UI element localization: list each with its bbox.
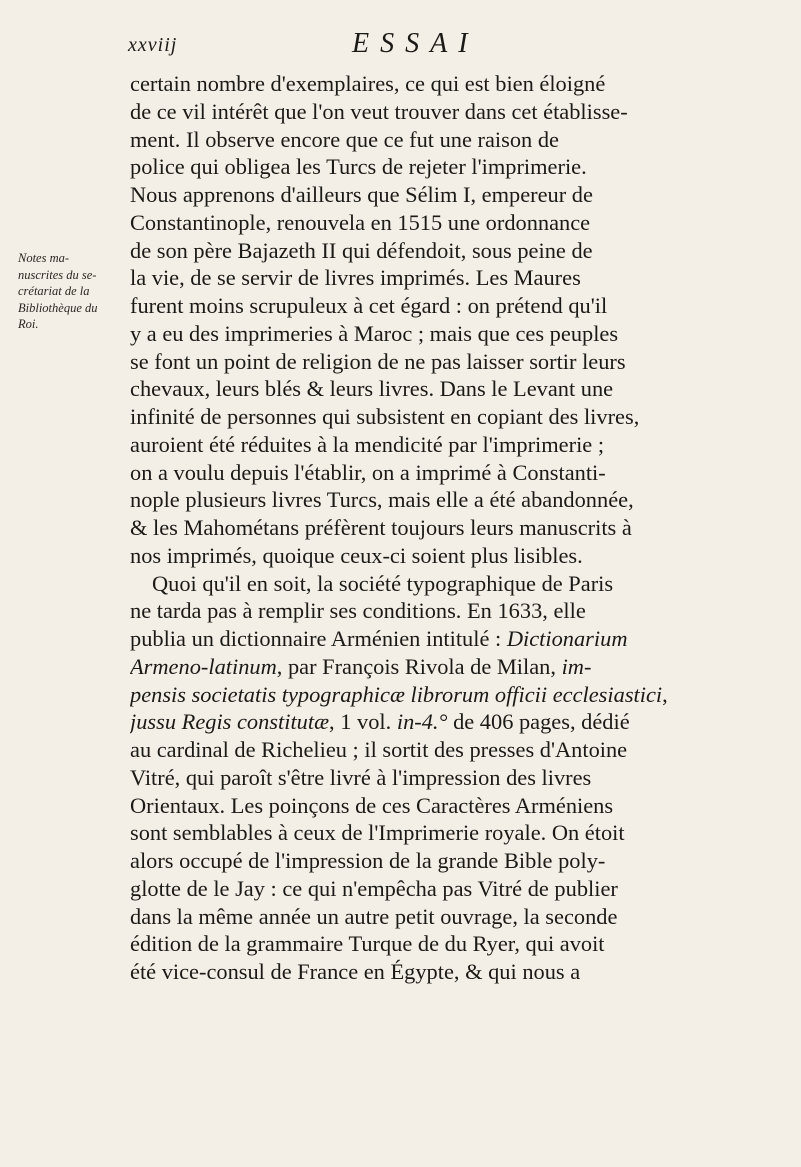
italic-title: Armeno-latinum bbox=[130, 653, 277, 679]
italic-run: im- bbox=[561, 653, 592, 679]
text-line bbox=[130, 681, 740, 709]
text-line bbox=[130, 625, 740, 653]
text-line: été vice-consul de France en Égypte, & qui nous a bbox=[130, 959, 581, 984]
text-line: Nous apprenons d'ailleurs que Sélim I, empereur de bbox=[130, 182, 593, 207]
text-line: Orientaux. Les poinçons de ces Caractères Arméniens bbox=[130, 792, 614, 818]
italic-run: in-4.° bbox=[396, 709, 448, 735]
text-line: de ce vil intérêt que l'on veut trouver dans cet établisse- bbox=[130, 98, 628, 124]
folio-number: xxviij bbox=[128, 34, 178, 56]
text-run: de 406 pages, dédié bbox=[447, 709, 630, 735]
running-title: ESSAI bbox=[352, 28, 479, 59]
italic-run: pensis societatis typographicæ librorum officii ecclesiastici bbox=[130, 681, 663, 707]
text-line: édition de la grammaire Turque de du Ryer, qui avoit bbox=[130, 931, 605, 957]
text-line: y a eu des imprimeries à Maroc ; mais que ces peuples bbox=[130, 320, 619, 346]
text-line: auroient été réduites à la mendicité par l'imprimerie ; bbox=[130, 431, 605, 457]
text-line: la vie, de se servir de livres imprimés. Les Maures bbox=[130, 265, 581, 291]
margin-note-line: crétariat de la bbox=[18, 284, 90, 298]
text-run: , bbox=[662, 681, 668, 707]
margin-note bbox=[18, 250, 118, 333]
body-text bbox=[130, 70, 740, 986]
text-run: , 1 vol. bbox=[329, 709, 397, 735]
text-line: Quoi qu'il en soit, la société typographique de Paris bbox=[152, 570, 614, 596]
text-line: au cardinal de Richelieu ; il sortit des presses d'Antoine bbox=[130, 737, 628, 762]
text-line: police qui obligea les Turcs de rejeter l'imprimerie. bbox=[130, 154, 587, 180]
text-line: sont semblables à ceux de l'Imprimerie royale. On étoit bbox=[130, 820, 625, 846]
text-run: , par François Rivola de Milan, bbox=[276, 653, 562, 679]
text-line: de son père Bajazeth II qui défendoit, sous peine de bbox=[130, 237, 593, 263]
text-line: se font un point de religion de ne pas laisser sortir leurs bbox=[130, 348, 626, 374]
text-line: infinité de personnes qui subsistent en copiant des livres, bbox=[130, 404, 640, 429]
text-line bbox=[130, 708, 740, 736]
text-line: furent moins scrupuleux à cet égard : on prétend qu'il bbox=[130, 293, 608, 318]
margin-note-line: nuscrites du se- bbox=[18, 267, 97, 282]
margin-note-line: Roi. bbox=[18, 317, 39, 331]
margin-note-line: Notes ma- bbox=[18, 251, 70, 265]
italic-run: jussu Regis constitutæ bbox=[130, 709, 330, 735]
text-line: ment. Il observe encore que ce fut une raison de bbox=[130, 126, 559, 152]
text-line: Vitré, qui paroît s'être livré à l'impression des livres bbox=[130, 764, 592, 790]
text-line: & les Mahométans préfèrent toujours leurs manuscrits à bbox=[130, 515, 632, 540]
italic-title: Dictionarium bbox=[506, 626, 628, 651]
text-line: on a voulu depuis l'établir, on a imprimé à Constanti- bbox=[130, 459, 606, 485]
text-line bbox=[130, 653, 740, 681]
text-line: dans la même année un autre petit ouvrage, la seconde bbox=[130, 903, 618, 929]
margin-note-line: Bibliothèque du bbox=[18, 300, 98, 315]
text-run: publia un dictionnaire Arménien intitulé : bbox=[130, 626, 507, 651]
text-line: nople plusieurs livres Turcs, mais elle a été abandonnée, bbox=[130, 487, 634, 513]
text-line: ne tarda pas à remplir ses conditions. En 1633, elle bbox=[130, 598, 586, 624]
page-header bbox=[128, 28, 688, 62]
text-line: alors occupé de l'impression de la grande Bible poly- bbox=[130, 848, 606, 873]
text-line: nos imprimés, quoique ceux-ci soient plus lisibles. bbox=[130, 542, 583, 568]
text-line: certain nombre d'exemplaires, ce qui est bien éloigné bbox=[130, 71, 606, 96]
text-line: chevaux, leurs blés & leurs livres. Dans le Levant une bbox=[130, 376, 614, 402]
text-line: Constantinople, renouvela en 1515 une ordonnance bbox=[130, 209, 591, 235]
text-line: glotte de le Jay : ce qui n'empêcha pas Vitré de publier bbox=[130, 875, 618, 901]
